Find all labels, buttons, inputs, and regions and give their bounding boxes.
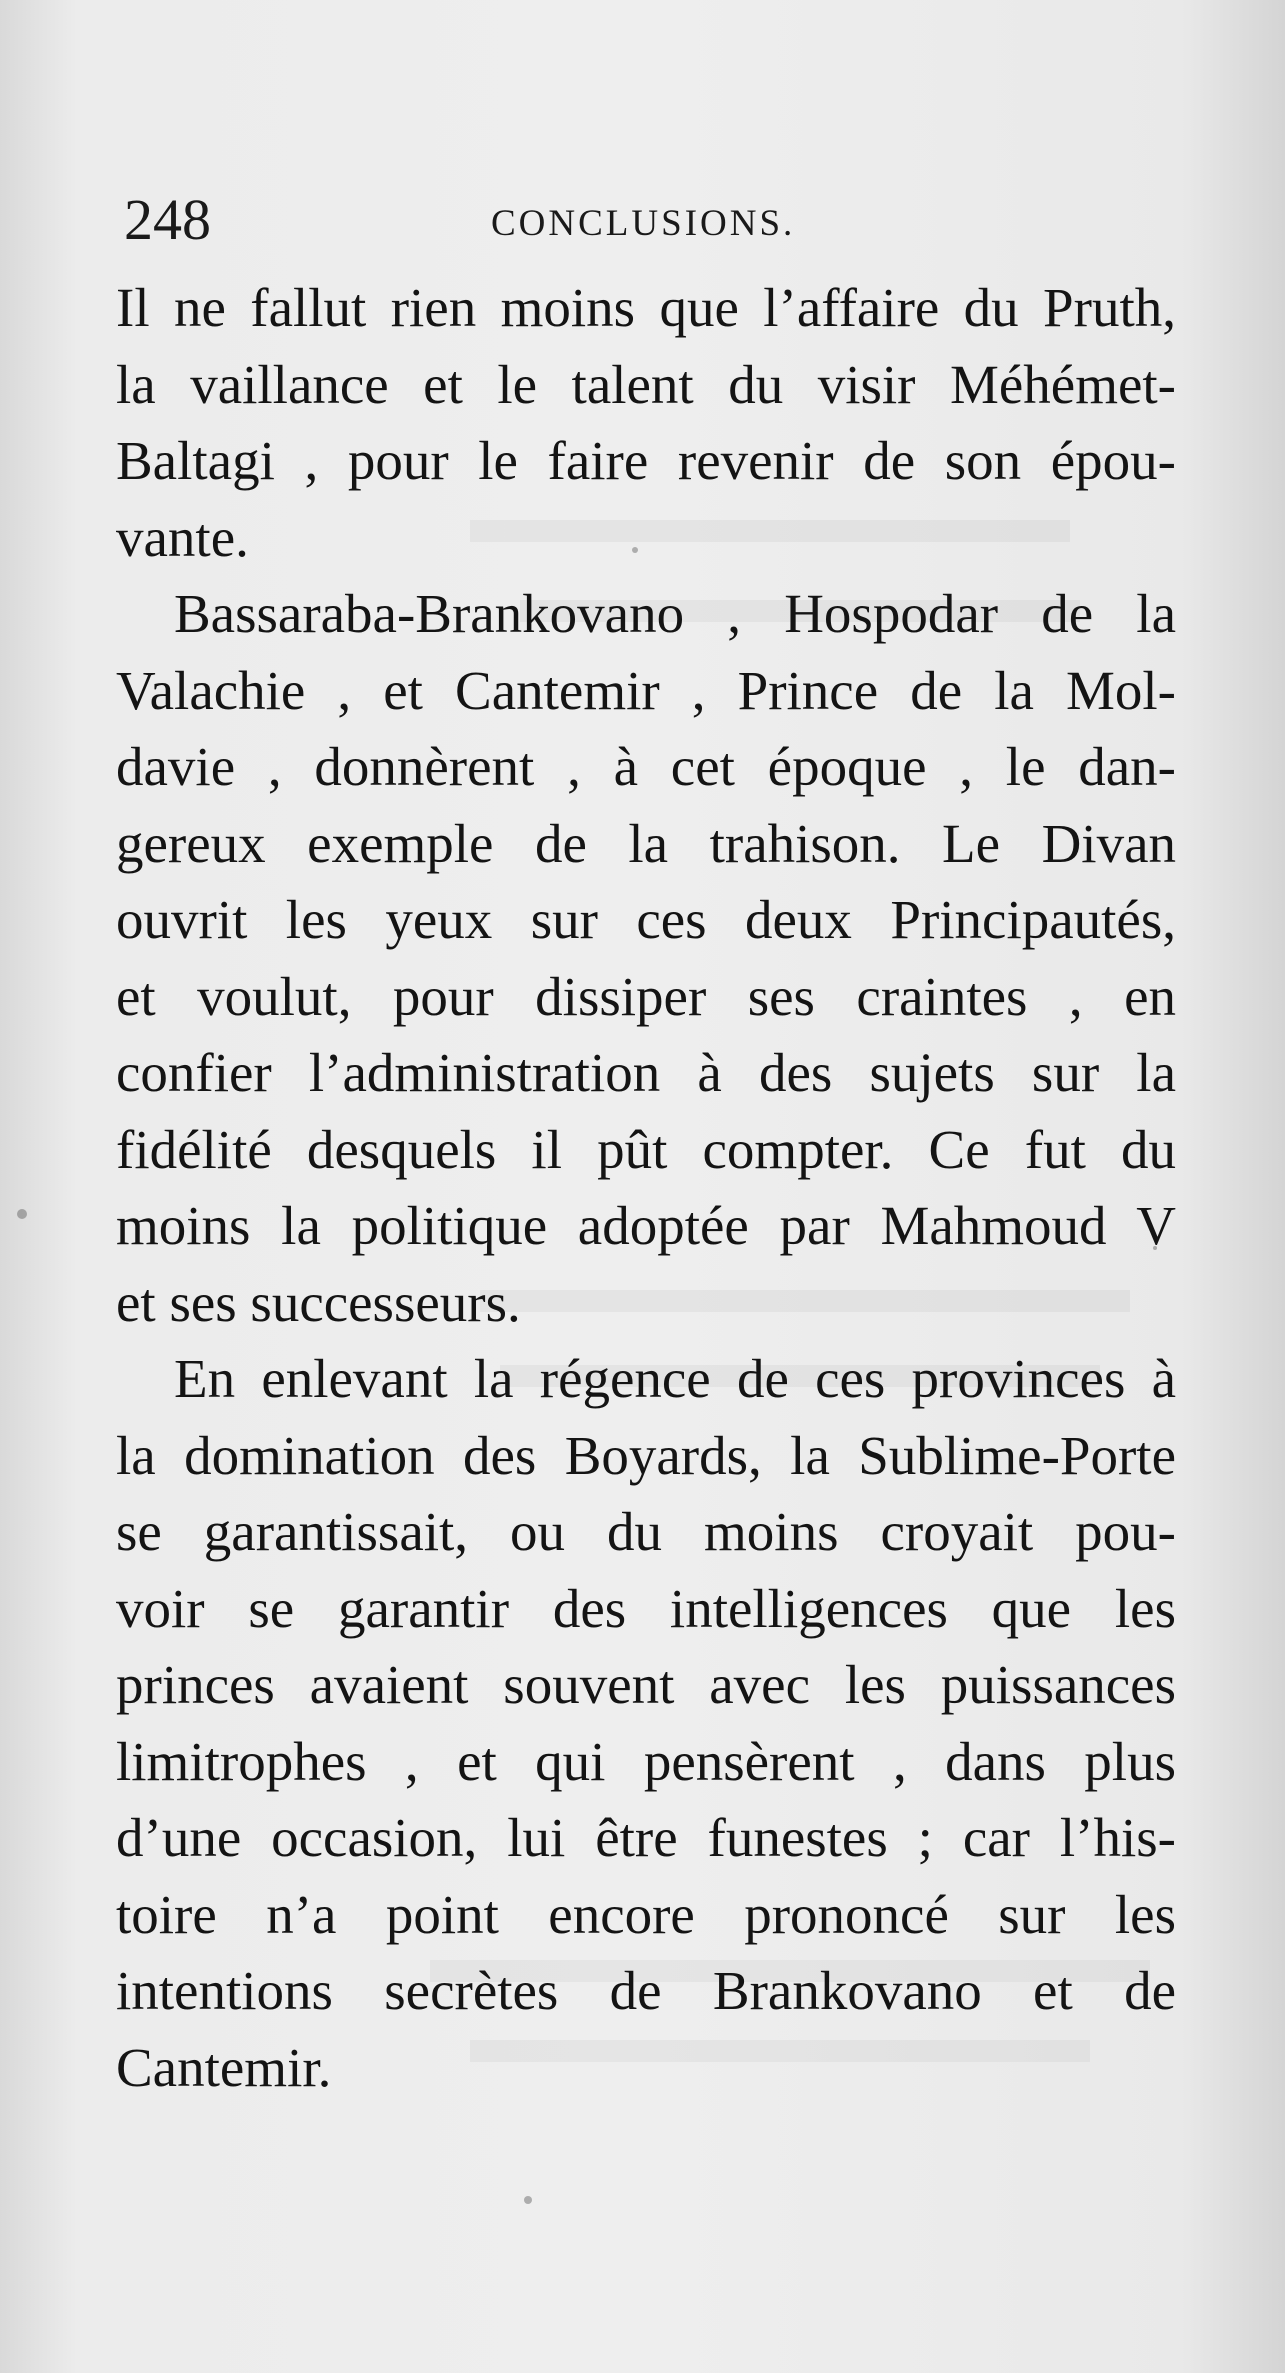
text-line: Baltagi , pour le faire revenir de son épou-	[116, 430, 1176, 491]
text-line: princes avaient souvent avec les puissances	[116, 1654, 1176, 1715]
text-line: Il ne fallut rien moins que l’affaire du Pruth,	[116, 277, 1176, 338]
text-line: Valachie , et Cantemir , Prince de la Mol-	[116, 659, 1176, 721]
text-line: moins la politique adoptée par Mahmoud V	[116, 1195, 1176, 1256]
paragraph	[116, 1341, 1176, 2106]
text-line: intentions secrètes de Brankovano et de	[116, 1960, 1176, 2021]
text-line: confier l’administration à des sujets sur la	[116, 1042, 1176, 1103]
text-line: et ses successeurs.	[116, 1271, 521, 1333]
text-line: Bassaraba-Brankovano , Hospodar de la	[174, 583, 1176, 644]
text-line: voir se garantir des intelligences que les	[116, 1577, 1176, 1639]
paragraph	[116, 576, 1176, 1341]
text-line: toire n’a point encore prononcé sur les	[116, 1883, 1176, 1945]
text-line: se garantissait, ou du moins croyait pou-	[116, 1501, 1176, 1562]
text-line: gereux exemple de la trahison. Le Divan	[116, 812, 1176, 874]
text-line: d’une occasion, lui être funestes ; car l’his-	[116, 1807, 1176, 1868]
text-line: fidélité desquels il pût compter. Ce fut du	[116, 1118, 1176, 1180]
text-line: et voulut, pour dissiper ses craintes , en	[116, 965, 1176, 1027]
text-line: Cantemir.	[116, 2036, 332, 2098]
text-line: En enlevant la régence de ces provinces à	[174, 1348, 1176, 1409]
text-line: la domination des Boyards, la Sublime-Porte	[116, 1424, 1176, 1486]
text-line: vante.	[116, 506, 249, 568]
page-header	[116, 187, 1176, 252]
paragraph	[116, 270, 1176, 576]
text-line: davie , donnèrent , à cet époque , le dan-	[116, 736, 1176, 797]
text-line: ouvrit les yeux sur ces deux Principautés,	[116, 889, 1176, 950]
text-line: la vaillance et le talent du visir Méhémet-	[116, 353, 1176, 415]
running-head: CONCLUSIONS.	[491, 203, 796, 244]
body-text	[116, 270, 1176, 2106]
page-number: 248	[124, 187, 211, 252]
text-line: limitrophes , et qui pensèrent , dans plus	[116, 1730, 1176, 1792]
